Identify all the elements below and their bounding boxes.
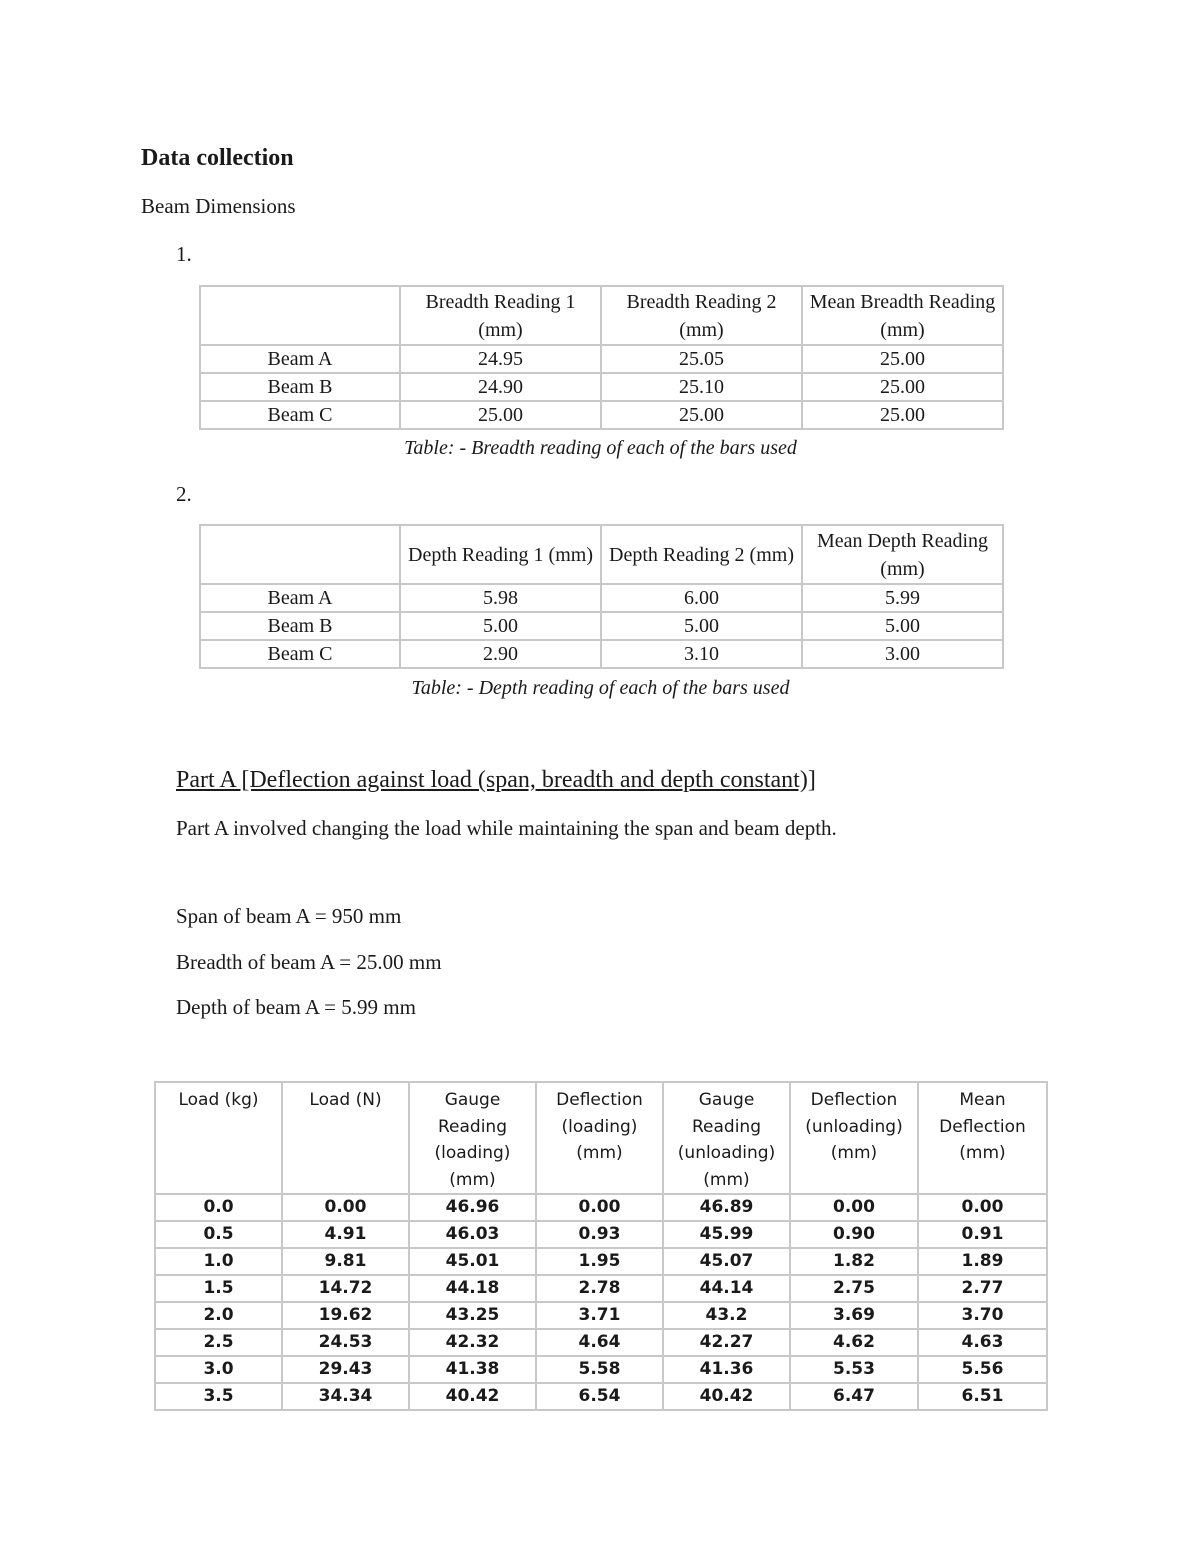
header-cell: Gauge Reading (unloading) (mm) — [663, 1082, 790, 1194]
table-cell: 44.18 — [409, 1275, 536, 1302]
table-cell: 3.70 — [918, 1302, 1047, 1329]
table-cell: 2.78 — [536, 1275, 663, 1302]
table-cell: 25.00 — [400, 401, 601, 429]
table-cell: 46.96 — [409, 1194, 536, 1221]
table-cell: 2.5 — [155, 1329, 282, 1356]
table-cell: 0.5 — [155, 1221, 282, 1248]
table-cell: 25.00 — [802, 373, 1003, 401]
table-cell: 45.01 — [409, 1248, 536, 1275]
table-cell: 1.0 — [155, 1248, 282, 1275]
table-cell: 5.98 — [400, 584, 601, 612]
table-cell: 4.63 — [918, 1329, 1047, 1356]
table-cell: 24.53 — [282, 1329, 409, 1356]
table-cell: 0.00 — [790, 1194, 918, 1221]
table-cell: 3.10 — [601, 640, 802, 668]
section-subtitle: Beam Dimensions — [141, 194, 296, 218]
table-cell: 25.05 — [601, 345, 802, 373]
table-cell: 24.90 — [400, 373, 601, 401]
table-cell: 6.51 — [918, 1383, 1047, 1410]
span-value: Span of beam A = 950 mm — [176, 904, 402, 928]
table-cell: 3.69 — [790, 1302, 918, 1329]
table-cell: 0.0 — [155, 1194, 282, 1221]
table-row — [200, 640, 1003, 668]
table-cell: 0.00 — [536, 1194, 663, 1221]
table-cell: 41.36 — [663, 1356, 790, 1383]
table-cell: 2.75 — [790, 1275, 918, 1302]
table-cell: 3.71 — [536, 1302, 663, 1329]
table-cell: 24.95 — [400, 345, 601, 373]
table-cell: 5.00 — [601, 612, 802, 640]
deflection-table-body — [155, 1194, 1047, 1410]
table-cell: 43.2 — [663, 1302, 790, 1329]
table-row — [200, 401, 1003, 429]
deflection-table — [154, 1081, 1048, 1411]
part-a-description: Part A involved changing the load while maintaining the span and beam depth. — [176, 816, 837, 840]
header-cell: Deflection (loading) (mm) — [536, 1082, 663, 1194]
table-cell: 45.99 — [663, 1221, 790, 1248]
table-cell: Beam B — [200, 373, 400, 401]
header-cell: Load (kg) — [155, 1082, 282, 1194]
depth-table — [199, 524, 1004, 669]
table-cell: Beam C — [200, 401, 400, 429]
table-cell: 2.77 — [918, 1275, 1047, 1302]
table-row — [155, 1221, 1047, 1248]
table-cell: 46.03 — [409, 1221, 536, 1248]
table-cell: 34.34 — [282, 1383, 409, 1410]
table-cell: 6.54 — [536, 1383, 663, 1410]
table-header-row — [155, 1082, 1047, 1194]
table-row — [155, 1383, 1047, 1410]
list-number-2: 2. — [176, 482, 192, 506]
header-cell: Breadth Reading 1 (mm) — [400, 286, 601, 345]
table-cell: 5.99 — [802, 584, 1003, 612]
table-cell: 5.56 — [918, 1356, 1047, 1383]
header-cell: Depth Reading 1 (mm) — [400, 525, 601, 584]
table-cell: 5.58 — [536, 1356, 663, 1383]
page-title: Data collection — [141, 145, 294, 171]
table-header-row — [200, 286, 1003, 345]
table-row — [155, 1194, 1047, 1221]
list-number-1: 1. — [176, 242, 192, 266]
table-cell: 42.27 — [663, 1329, 790, 1356]
table-row — [155, 1356, 1047, 1383]
table-cell: 0.90 — [790, 1221, 918, 1248]
table-cell: 25.00 — [802, 345, 1003, 373]
table-cell: 14.72 — [282, 1275, 409, 1302]
table-row — [200, 345, 1003, 373]
breadth-table — [199, 285, 1004, 430]
table-cell: Beam B — [200, 612, 400, 640]
part-a-heading: Part A [Deflection against load (span, breadth and depth constant)] — [176, 767, 816, 793]
table-cell: 25.00 — [802, 401, 1003, 429]
table-row — [200, 612, 1003, 640]
table-cell: 4.91 — [282, 1221, 409, 1248]
table-cell: 41.38 — [409, 1356, 536, 1383]
table-header-row — [200, 525, 1003, 584]
table-row — [155, 1329, 1047, 1356]
table-cell: 29.43 — [282, 1356, 409, 1383]
header-cell — [200, 525, 400, 584]
table-cell: 19.62 — [282, 1302, 409, 1329]
table-cell: 44.14 — [663, 1275, 790, 1302]
table-cell: 3.5 — [155, 1383, 282, 1410]
table-cell: 5.00 — [400, 612, 601, 640]
header-cell: Deflection (unloading) (mm) — [790, 1082, 918, 1194]
table-caption: Table: - Breadth reading of each of the bars used — [404, 437, 797, 459]
table-cell: 0.00 — [282, 1194, 409, 1221]
table-cell: 5.53 — [790, 1356, 918, 1383]
table-row — [155, 1248, 1047, 1275]
table-cell: 3.0 — [155, 1356, 282, 1383]
header-cell: Load (N) — [282, 1082, 409, 1194]
header-cell: Breadth Reading 2 (mm) — [601, 286, 802, 345]
table-cell: 0.91 — [918, 1221, 1047, 1248]
breadth-value: Breadth of beam A = 25.00 mm — [176, 950, 442, 974]
table-cell: 46.89 — [663, 1194, 790, 1221]
table-cell: 6.00 — [601, 584, 802, 612]
header-cell: Depth Reading 2 (mm) — [601, 525, 802, 584]
table-cell: 4.64 — [536, 1329, 663, 1356]
table-cell: Beam C — [200, 640, 400, 668]
table-cell: Beam A — [200, 584, 400, 612]
table-cell: 40.42 — [663, 1383, 790, 1410]
table-cell: Beam A — [200, 345, 400, 373]
header-cell: Mean Breadth Reading (mm) — [802, 286, 1003, 345]
table-cell: 2.0 — [155, 1302, 282, 1329]
table-cell: 42.32 — [409, 1329, 536, 1356]
table-row — [155, 1275, 1047, 1302]
header-cell — [200, 286, 400, 345]
table-cell: 3.00 — [802, 640, 1003, 668]
table-cell: 1.89 — [918, 1248, 1047, 1275]
table-row — [200, 584, 1003, 612]
table-cell: 43.25 — [409, 1302, 536, 1329]
table-cell: 9.81 — [282, 1248, 409, 1275]
table-cell: 1.82 — [790, 1248, 918, 1275]
depth-value: Depth of beam A = 5.99 mm — [176, 995, 416, 1019]
table-cell: 45.07 — [663, 1248, 790, 1275]
table-cell: 1.95 — [536, 1248, 663, 1275]
table-cell: 0.93 — [536, 1221, 663, 1248]
table-caption: Table: - Depth reading of each of the bars used — [411, 677, 790, 699]
table-row — [200, 373, 1003, 401]
table-cell: 5.00 — [802, 612, 1003, 640]
table-cell: 6.47 — [790, 1383, 918, 1410]
header-cell: Gauge Reading (loading) (mm) — [409, 1082, 536, 1194]
table-cell: 4.62 — [790, 1329, 918, 1356]
table-cell: 1.5 — [155, 1275, 282, 1302]
table-cell: 0.00 — [918, 1194, 1047, 1221]
table-cell: 40.42 — [409, 1383, 536, 1410]
table-cell: 2.90 — [400, 640, 601, 668]
header-cell: Mean Deflection (mm) — [918, 1082, 1047, 1194]
table-cell: 25.10 — [601, 373, 802, 401]
table-cell: 25.00 — [601, 401, 802, 429]
header-cell: Mean Depth Reading (mm) — [802, 525, 1003, 584]
table-row — [155, 1302, 1047, 1329]
